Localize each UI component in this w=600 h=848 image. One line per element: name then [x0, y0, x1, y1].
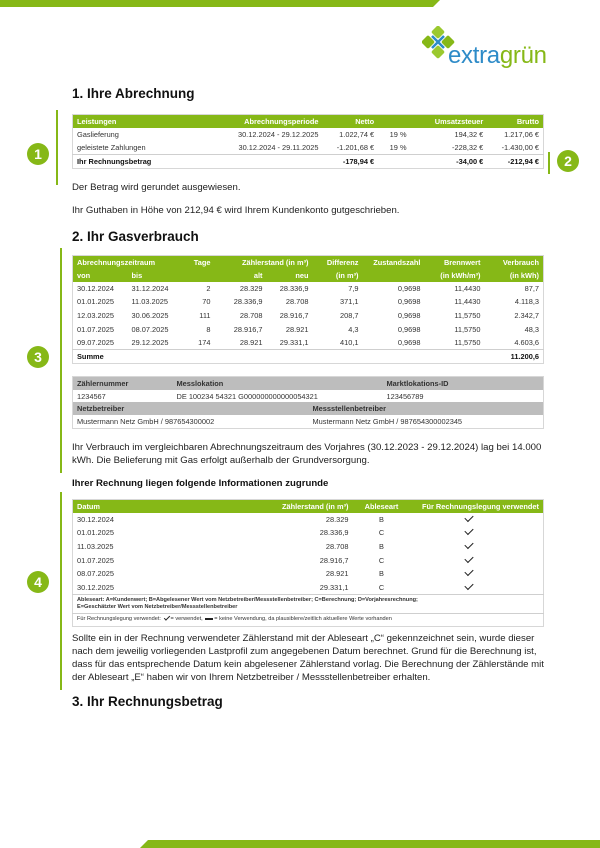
cell: 11,5750	[454, 310, 481, 320]
cell: Ihr Rechnungsbetrag	[73, 155, 203, 169]
subheader: neu	[267, 269, 313, 282]
sum-value: 11.200,6	[485, 349, 544, 363]
cell: 2	[206, 283, 211, 293]
cell: 194,32 €	[454, 129, 484, 139]
cell: 70	[202, 297, 211, 307]
cell: 371,1	[340, 297, 359, 307]
cell: C	[378, 555, 385, 565]
messstellenbetreiber-value: Mustermann Netz GmbH / 987654300002345	[312, 417, 463, 427]
table-row	[73, 526, 544, 540]
cell: 28.916,7	[279, 310, 309, 320]
cell: 410,1	[340, 337, 359, 347]
col-netto: Netto	[323, 115, 379, 128]
cell: 28.916,7	[233, 324, 263, 334]
cell: -1.430,00 €	[501, 143, 539, 153]
cell: 28.921	[239, 337, 263, 347]
checkmark-icon	[464, 513, 473, 522]
cell	[203, 155, 323, 169]
cell: -34,00 €	[418, 155, 487, 169]
col-ableseart: Ableseart	[353, 500, 411, 513]
table-row	[73, 580, 544, 594]
subheader: (in kWh)	[485, 269, 544, 282]
cell: B	[379, 569, 384, 579]
cell: 28.708	[239, 310, 263, 320]
meter-info-table	[72, 376, 544, 404]
table-row	[73, 128, 544, 142]
col-ust: Umsatzsteuer	[418, 115, 487, 128]
cell: 09.07.2025	[77, 337, 114, 347]
marker-4: 4	[27, 571, 49, 593]
legend-used-prefix: Für Rechnungslegung verwendet:	[77, 616, 161, 623]
cell: 0,9698	[397, 283, 421, 293]
table-row	[73, 309, 544, 323]
credit-note: Ihr Guthaben in Höhe von 212,94 € wird Ihrem Kundenkonto gutgeschrieben.	[72, 205, 400, 216]
cell: 19 %	[389, 143, 407, 153]
cell: 4.118,3	[514, 297, 539, 307]
billing-summary-table	[72, 114, 544, 169]
section-1-title: 1. Ihre Abrechnung	[72, 86, 195, 101]
cell: 19 %	[389, 129, 407, 139]
cell: 30.12.2024	[77, 514, 114, 524]
cell: 11.03.2025	[131, 297, 168, 307]
cell: 11.03.2025	[77, 541, 114, 551]
checkmark-icon	[464, 580, 473, 589]
col-zaehlerstand: Zählerstand (in m³)	[215, 256, 313, 269]
meter-readings-table	[72, 499, 544, 627]
cell: 4.603,6	[514, 337, 539, 347]
cell: 08.07.2025	[77, 569, 114, 579]
cell: 1.217,06 €	[504, 129, 539, 139]
cell	[411, 513, 544, 527]
table-row	[73, 540, 544, 554]
cell: 30.12.2024 - 29.12.2025	[237, 129, 319, 139]
cell: 28.921	[285, 324, 309, 334]
cell: geleistete Zahlungen	[77, 143, 146, 153]
cell: 28.329	[325, 514, 349, 524]
cell: C	[378, 528, 385, 538]
cell: 28.336,9	[233, 297, 263, 307]
section-4-line	[60, 492, 62, 690]
sum-label: Summe	[73, 349, 485, 363]
marktlokation-value: 123456789	[386, 391, 424, 401]
cell: 11,4430	[454, 297, 481, 307]
cell: 29.331,1	[279, 337, 309, 347]
cell: 08.07.2025	[131, 324, 169, 334]
table-row	[73, 513, 544, 527]
info-title: Ihrer Rechnung liegen folgende Informationen zugrunde	[72, 478, 329, 489]
cell: 01.07.2025	[77, 324, 114, 334]
cell: 0,9698	[397, 324, 421, 334]
sum-row	[73, 349, 544, 363]
header-marktlokation: Marktlokations-ID	[383, 377, 544, 390]
cell: 1.022,74 €	[339, 129, 375, 139]
col-zustandszahl: Zustandszahl	[363, 256, 425, 269]
operator-info-table	[72, 402, 544, 429]
subheader: (in m³)	[313, 269, 363, 282]
cell: 28.708	[285, 297, 309, 307]
cell	[411, 580, 544, 594]
header-zaehlernummer: Zählernummer	[73, 377, 173, 390]
zaehlernummer-value: 1234567	[77, 391, 106, 401]
cell: 28.708	[325, 541, 349, 551]
cell: 29.12.2025	[131, 337, 169, 347]
top-accent-bar	[0, 0, 440, 7]
col-zeitraum: Abrechnungszeitraum	[73, 256, 183, 269]
checkmark-icon	[464, 567, 473, 576]
brand-logo	[422, 26, 547, 72]
cell: 2.342,7	[514, 310, 539, 320]
bottom-accent-bar	[140, 840, 600, 848]
cell: 11,5750	[454, 324, 481, 334]
cell: 31.12.2024	[131, 283, 169, 293]
subheader: (in kWh/m³)	[425, 269, 485, 282]
section-2-line	[548, 152, 550, 174]
table-row	[73, 567, 544, 581]
checkmark-icon	[163, 615, 169, 621]
table-row	[73, 141, 544, 155]
cell: 8	[206, 324, 211, 334]
cell: 28.336,9	[319, 528, 349, 538]
col-leistungen: Leistungen	[73, 115, 203, 128]
table-row	[73, 322, 544, 336]
marker-2: 2	[557, 150, 579, 172]
cell	[411, 540, 544, 554]
cell: 28.329	[239, 283, 263, 293]
cell: 01.07.2025	[77, 555, 114, 565]
subheader: bis	[128, 269, 183, 282]
dash-icon	[205, 618, 213, 620]
cell: -1.201,68 €	[336, 143, 375, 153]
col-tage: Tage	[183, 256, 215, 269]
cell: 30.06.2025	[131, 310, 169, 320]
consumption-table	[72, 255, 544, 364]
messlokation-value: DE 100234 54321 G000000000000054321	[176, 391, 318, 401]
cell: 0,9698	[397, 310, 421, 320]
cell: 28.921	[325, 569, 349, 579]
col-zaehlerstand: Zählerstand (in m³)	[233, 500, 353, 513]
cell: 11,4430	[454, 283, 481, 293]
cell: 87,7	[524, 283, 539, 293]
table-row	[73, 336, 544, 350]
cell: 28.336,9	[279, 283, 309, 293]
table-row	[73, 295, 544, 309]
subheader	[363, 269, 425, 282]
col-brutto: Brutto	[487, 115, 543, 128]
cell: 0,9698	[397, 337, 421, 347]
subheader	[183, 269, 215, 282]
cell	[411, 567, 544, 581]
cell: Gaslieferung	[77, 129, 119, 139]
ableseart-legend	[73, 594, 544, 613]
cell: C	[378, 582, 385, 592]
cell	[411, 526, 544, 540]
section-1-line	[56, 110, 58, 185]
cell: 0,9698	[397, 297, 421, 307]
legend-line-1: Ableseart: A=Kundenwert; B=Abgelesener Wert vom Netzbetreiber/Messstellenbetreiber; C=Berechnung; D=Vorjahresrechnung;	[77, 596, 418, 603]
marker-1: 1	[27, 143, 49, 165]
cell: 30.12.2024	[77, 283, 114, 293]
cell: 29.331,1	[319, 582, 349, 592]
cell: B	[379, 541, 384, 551]
col-differenz: Differenz	[313, 256, 363, 269]
header-messstellenbetreiber: Messstellenbetreiber	[309, 402, 544, 415]
cell: 111	[199, 310, 211, 320]
cell	[411, 553, 544, 567]
col-verbrauch: Verbrauch	[485, 256, 544, 269]
total-row	[73, 155, 544, 169]
cell: 48,3	[524, 324, 539, 334]
cell: 30.12.2025	[77, 582, 114, 592]
comparison-text: Ihr Verbrauch im vergleichbaren Abrechnungszeitraum des Vorjahres (30.12.2023 - 29.12.2024) lag bei 14.000 kWh. Die Belieferung mit Gas erfolgt außerhalb der Grundversorgung.	[72, 442, 542, 466]
subheader: alt	[215, 269, 267, 282]
cell: 208,7	[340, 310, 359, 320]
col-datum: Datum	[73, 500, 233, 513]
marker-3: 3	[27, 346, 49, 368]
cell: 28.916,7	[319, 555, 349, 565]
cell: 12.03.2025	[77, 310, 114, 320]
subheader: von	[73, 269, 128, 282]
header-messlokation: Messlokation	[173, 377, 383, 390]
legend-used: = verwendet,	[170, 616, 203, 623]
cell: 30.12.2024 - 29.11.2025	[238, 143, 319, 153]
section-3-line	[60, 248, 62, 473]
checkmark-icon	[464, 553, 473, 562]
cell: -228,32 €	[452, 143, 484, 153]
ableseart-explanation: Sollte ein in der Rechnung verwendeter Zählerstand mit der Ableseart „C“ gekennzeichnet sein, wurde dieser nach dem jeweilig vorliegenden Lastprofil zum angegebenen Datum berechnet. Grund für die Berechnung ist, dass für das entsprechende Datum kein abgelesener Zählerstand vorlag. Die Berechnung der Zählerstände mit der Ableseart „E“ haben wir von Ihrem Netzbetreiber / Messstellenbetreiber erhalten.	[72, 633, 544, 683]
checkmark-icon	[464, 526, 473, 535]
table-row	[73, 553, 544, 567]
col-brennwert: Brennwert	[425, 256, 485, 269]
table-row	[73, 282, 544, 296]
legend-line-2: E=Geschätzter Wert vom Netzbetreiber/Messstellenbetreiber	[77, 603, 238, 610]
netzbetreiber-value: Mustermann Netz GmbH / 987654300002	[77, 417, 215, 427]
cell	[378, 155, 418, 169]
cell: 7,9	[348, 283, 359, 293]
cell: 174	[198, 337, 211, 347]
cell: B	[379, 514, 384, 524]
col-periode: Abrechnungsperiode	[203, 115, 323, 128]
usage-legend	[73, 613, 544, 627]
legend-not-used: = keine Verwendung, da plausiblere/zeitlich aktuellere Werte vorhanden	[214, 616, 392, 623]
rounding-note: Der Betrag wird gerundet ausgewiesen.	[72, 182, 241, 193]
cell: -212,94 €	[487, 155, 543, 169]
section-2-title: 2. Ihr Gasverbrauch	[72, 229, 199, 244]
cell: 01.01.2025	[77, 528, 114, 538]
cell: -178,94 €	[323, 155, 379, 169]
col-verwendet: Für Rechnungslegung verwendet	[411, 500, 544, 513]
checkmark-icon	[464, 540, 473, 549]
col-tax-rate	[378, 115, 418, 128]
cell: 11,5750	[454, 337, 481, 347]
cell: 01.01.2025	[77, 297, 114, 307]
cell: 4,3	[348, 324, 359, 334]
section-3-title: 3. Ihr Rechnungsbetrag	[72, 694, 223, 709]
brand-name: extragrün	[448, 42, 547, 69]
header-netzbetreiber: Netzbetreiber	[73, 402, 309, 415]
